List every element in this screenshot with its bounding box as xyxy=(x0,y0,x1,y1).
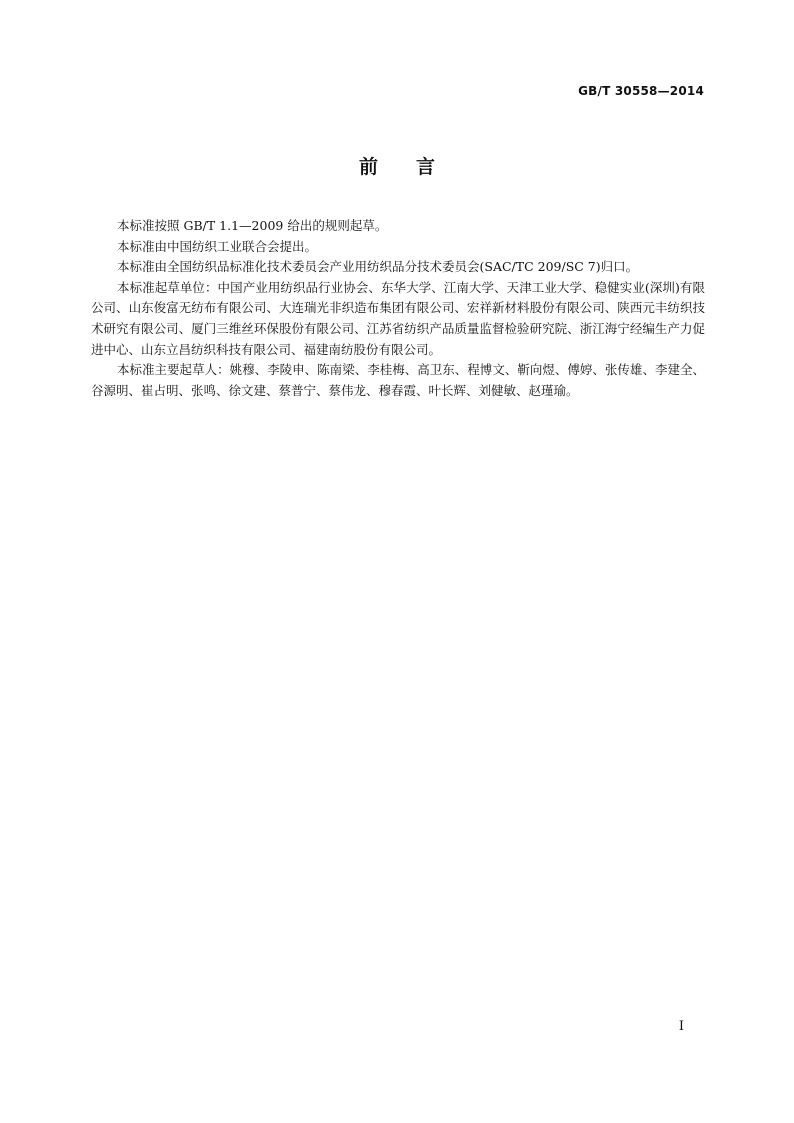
paragraph-proposer: 本标准由中国纺织工业联合会提出。 xyxy=(117,238,318,254)
foreword-body xyxy=(91,216,705,401)
paragraph-drafting-rules: 本标准按照 GB/T 1.1—2009 给出的规则起草。 xyxy=(117,218,388,233)
paragraph-main-drafters: 本标准主要起草人：姚穆、李陵申、陈南梁、李桂梅、高卫东、程博文、靳向煜、傅婷、张传雄、李建全、谷源明、崔占明、张鸣、徐文建、蔡普宁、蔡伟龙、穆春霞、叶长辉、刘健敏、赵瑾瑜。 xyxy=(91,362,705,398)
paragraph-technical-committee: 本标准由全国纺织品标准化技术委员会产业用纺织品分技术委员会(SAC/TC 209/SC 7)归口。 xyxy=(117,259,639,275)
page-number: I xyxy=(678,1019,684,1034)
paragraph-drafting-organizations: 本标准起草单位：中国产业用纺织品行业协会、东华大学、江南大学、天津工业大学、稳健实业(深圳)有限公司、山东俊富无纺布有限公司、大连瑞光非织造布集团有限公司、宏祥新材料股份有限公司、陕西元丰纺织技术研究有限公司、厦门三维丝环保股份有限公司、江苏省纺织产品质量监督检验研究院、浙江海宁经编生产力促进中心、山东立昌纺织科技有限公司、福建南纺股份有限公司。 xyxy=(91,279,705,357)
page-title: 前言 xyxy=(358,156,473,178)
standard-code: GB/T 30558—2014 xyxy=(578,84,704,98)
